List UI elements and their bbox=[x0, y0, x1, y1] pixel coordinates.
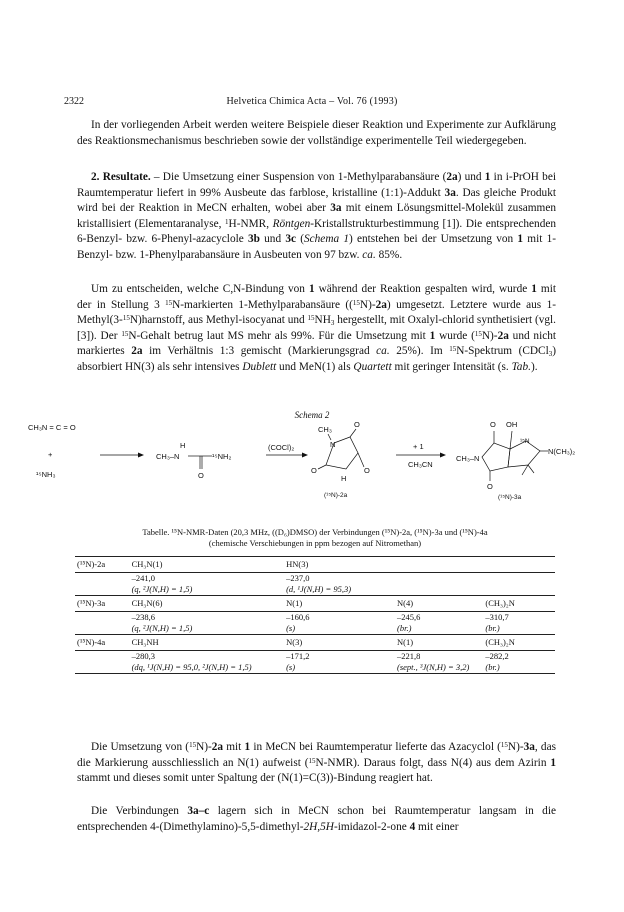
table-row: –280,3 –171,2 –221,8 –282,2 bbox=[131, 651, 509, 661]
prod-o-bottom: O bbox=[487, 482, 493, 491]
page-number: 2322 bbox=[64, 96, 84, 107]
parab-ch3: CH₃ bbox=[318, 425, 332, 434]
reagent-oxalyl-chloride: (COCl)₂ bbox=[268, 443, 295, 452]
rearrangement-paragraph bbox=[77, 804, 556, 835]
prod-n15: ¹⁵N bbox=[520, 438, 530, 445]
prod-label: (¹⁵N)-3a bbox=[498, 494, 522, 501]
table-row: (¹⁵N)-2a CH₃N(1) HN(3) bbox=[75, 557, 555, 573]
running-header bbox=[64, 96, 560, 110]
table-caption-line2: (chemische Verschiebungen in ppm bezogen auf Nitromethan) bbox=[208, 538, 422, 548]
journal-title: Helvetica Chimica Acta – Vol. 76 (1993) bbox=[226, 96, 398, 107]
parab-n1: N bbox=[330, 440, 336, 449]
scheme-label: Schema 2 bbox=[294, 410, 330, 420]
labeling-text: Um zu entscheiden, welche C,N-Bindung von 1 während der Reaktion gespalten wird, wurde 1 mit der in Stellung 3 $^{15}$N-markierten 1-Methylparabansäure (($^{15}$N)-2a) umgesetzt. Letztere wurde aus 1-Methyl(3-$^{15}$N)harnstoff, aus Methyl-isocyanat und $^{15}NH_3$ hergestellt, mit Oxalyl-chlorid synthetisiert (vgl. [3]). Der $^{15}$N-Gehalt betrug laut MS mehr als 99%. Für die Umsetzung mit 1 wurde ($^{15}$N)-2a und nicht markiertes 2a im Verhältnis 1:3 gemischt (Markierungsgrad ca. 25%). Im $^{15}$N-Spektrum (CDCl$_3$) absorbiert HN(3) als sehr intensives Dublett und MeN(1) als Quartett mit geringer Intensität (s. Tab.). bbox=[77, 283, 557, 373]
table-row: (¹⁵N)-3a CH₃N(6) N(1) N(4) (CH₃)₂N bbox=[75, 596, 555, 612]
table-row: (q, ²J(N,H) = 1,5) (d, ¹J(N,H) = 95,3) bbox=[131, 584, 352, 594]
intro-paragraph bbox=[77, 118, 556, 149]
reagent-ammonia: ¹⁵NH₃ bbox=[36, 470, 56, 479]
plus-sign: + bbox=[48, 450, 53, 459]
step2-solvent: CH₃CN bbox=[408, 460, 433, 469]
table-row: –238,6 –160,6 –245,6 –310,7 bbox=[131, 612, 509, 622]
prod-oh: OH bbox=[506, 420, 518, 429]
svg-text:O: O bbox=[364, 466, 370, 475]
svg-text:O: O bbox=[354, 420, 360, 429]
table-caption bbox=[75, 527, 555, 549]
azacyclol-text: Die Umsetzung von ($^{15}$N)-2a mit 1 in MeCN bei Raumtemperatur lieferte das Azacyclol ($^{15}$N)-3a, das die Markierung ausschliesslich an N(1) aufweist ($^{15}$N-NMR). Daraus folgt, dass N(4) aus dem Azirin 1 stammt und dieses somit unter Spaltung der (N(1)=C(3))-Bindung reagiert hat. bbox=[77, 741, 556, 785]
svg-text:O: O bbox=[311, 466, 317, 475]
parab-label: (¹⁵N)-2a bbox=[324, 492, 348, 499]
urea-o: O bbox=[198, 471, 204, 480]
reagent-isocyanate: CH₃N = C = O bbox=[28, 423, 76, 432]
table-row: –241,0 –237,0 bbox=[131, 573, 310, 583]
parab-h: H bbox=[341, 474, 347, 483]
arrow-1-head bbox=[138, 453, 144, 458]
prod-o-top: O bbox=[490, 420, 496, 429]
urea-nh2: ¹⁵NH₂ bbox=[212, 452, 232, 461]
parabanic-acid-structure bbox=[311, 420, 370, 499]
table-row: (¹⁵N)-4a CH₃NH N(3) N(1) (CH₃)₂N bbox=[75, 635, 555, 651]
intro-text: In der vorliegenden Arbeit werden weitere Beispiele dieser Reaktion und Experimente zur Aufklärung des Reaktionsmechanismus beschrieben sowie der vollständige experimentelle Teil wiedergegeben. bbox=[77, 119, 556, 147]
results-heading: 2. Resultate. bbox=[91, 171, 151, 183]
azacyclol-paragraph bbox=[77, 740, 556, 787]
results-paragraph bbox=[77, 170, 556, 264]
urea-h: H bbox=[180, 441, 186, 450]
prod-ch3n: CH₃–N bbox=[456, 454, 480, 463]
reaction-scheme bbox=[28, 415, 596, 505]
azacyclol-structure bbox=[456, 420, 575, 501]
urea-ch3n: CH₃–N bbox=[156, 452, 180, 461]
rearrangement-text: Die Verbindungen 3a–c lagern sich in MeCN schon bei Raumtemperatur langsam in die entsprechenden 4-(Dimethylamino)-5,5-dimethyl-2H,5H-imidazol-2-one 4 mit einer bbox=[77, 805, 556, 833]
table-row: (dq, ¹J(N,H) = 95,0, ²J(N,H) = 1,5) (s) (sept., ³J(N,H) = 3,2) (br.) bbox=[75, 662, 555, 674]
table-row: (q, ²J(N,H) = 1,5) (s) (br.) (br.) bbox=[131, 623, 500, 633]
labeling-paragraph bbox=[77, 282, 556, 376]
table-caption-line1: Tabelle. ¹⁵N-NMR-Daten (20,3 MHz, ((D₆)DMSO) der Verbindungen (¹⁵N)-2a, (¹⁵N)-3a und (¹⁵N)-4a bbox=[142, 527, 488, 537]
results-text: 2. Resultate. – Die Umsetzung einer Suspension von 1-Methylparabansäure (2a) und 1 in i-PrOH bei Raumtemperatur liefert in 99% Ausbeute das farblose, kristalline (1:1)-Addukt 3a. Das gleiche Produkt wird bei der Reaktion in MeCN erhalten, wobei aber 3a mit einem Lösungsmittel-Molekül zusammen kristallisiert (Elementaranalyse, $^1$H-NMR, Röntgen-Kristallstrukturbestimmung [1]). Die entsprechenden 6-Benzyl- bzw. 6-Phenyl-azacyclole 3b und 3c (Schema 1) entstehen bei der Umsetzung von 1 mit 1-Benzyl- bzw. 1-Phenylparabansäure in Ausbeuten von 97 bzw. ca. 85%. bbox=[77, 171, 557, 261]
step2-top: + 1 bbox=[413, 442, 424, 451]
prod-nme2: N(CH₃)₂ bbox=[548, 447, 576, 456]
nmr-data-table bbox=[75, 556, 555, 674]
